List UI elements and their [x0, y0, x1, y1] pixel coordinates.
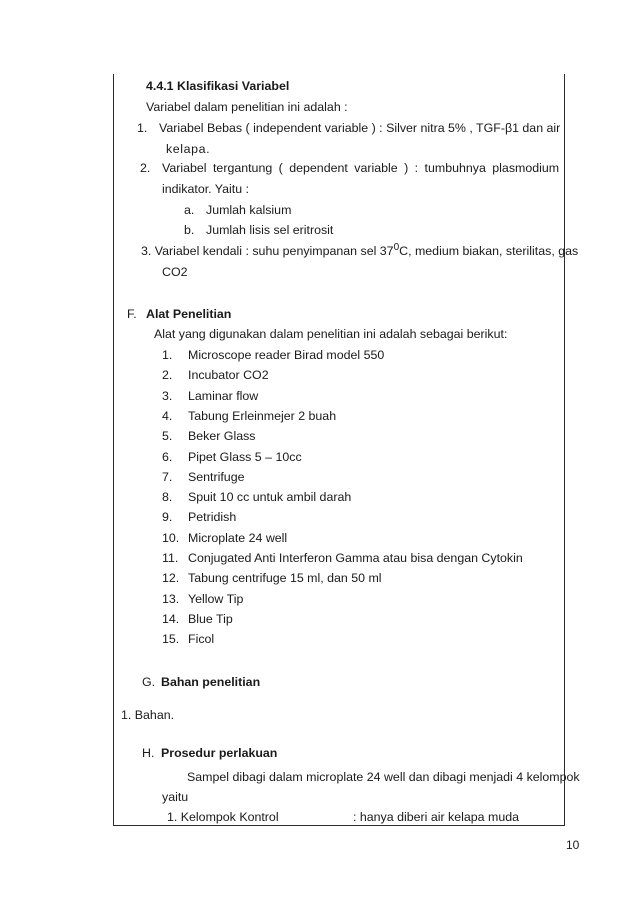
list-text: Beker Glass: [188, 429, 256, 444]
list-text: 3. Variabel kendali : suhu penyimpanan sel 37: [141, 244, 394, 258]
list-number: 13.: [162, 591, 180, 606]
procedure-paragraph: Sampel dibagi dalam microplate 24 well dan dibagi menjadi 4 kelompok: [187, 770, 580, 784]
tool-item: [162, 489, 351, 505]
list-number: 1.: [137, 121, 148, 135]
section-letter: H.: [142, 746, 155, 760]
section-heading-g: [142, 674, 260, 690]
list-text: Microscope reader Birad model 550: [188, 348, 385, 362]
tool-item: [162, 428, 255, 444]
list-text: Blue Tip: [188, 611, 233, 626]
list-number: 15.: [162, 632, 180, 647]
group-1-label: 1. Kelompok Kontrol: [167, 810, 279, 824]
section-letter: F.: [127, 307, 137, 321]
tool-item: [162, 611, 233, 627]
list-text: Petridish: [188, 510, 237, 525]
section-letter: G.: [142, 675, 156, 689]
list-text: Jumlah kalsium: [206, 203, 292, 217]
list-text: Tabung centrifuge 15 ml, dan 50 ml: [188, 571, 382, 586]
list-text-cont: C, medium biakan, sterilitas, gas: [399, 244, 579, 258]
list-text: Tabung Erleinmejer 2 buah: [188, 408, 337, 423]
tool-item: [162, 591, 243, 607]
list-number: 6.: [162, 449, 173, 464]
list-number: 2.: [140, 161, 151, 175]
list-letter: b.: [184, 223, 195, 237]
list-text: Laminar flow: [188, 388, 259, 403]
tool-item: [162, 408, 336, 424]
tool-item: [162, 509, 236, 525]
tool-item: [162, 367, 269, 383]
list-number: 3.: [162, 388, 173, 403]
tool-item: [162, 550, 523, 566]
variable-item-2-cont: indikator. Yaitu :: [162, 182, 250, 196]
section-heading-f: [127, 306, 231, 322]
variable-item-3: [141, 243, 578, 261]
procedure-paragraph-cont: yaitu: [162, 790, 189, 804]
list-number: 7.: [162, 469, 173, 484]
list-text: Incubator CO2: [188, 368, 269, 383]
list-number: 11.: [162, 551, 179, 565]
list-number: 2.: [162, 368, 173, 383]
list-number: 4.: [162, 408, 173, 423]
list-text: Microplate 24 well: [188, 530, 288, 545]
section-heading-441: 4.4.1 Klasifikasi Variabel: [146, 79, 290, 93]
material-item-1: 1. Bahan.: [121, 708, 175, 722]
list-text: Variabel Bebas ( independent variable ) : Silver nitra 5% , TGF-β1 dan air: [159, 121, 561, 135]
variable-item-2: [140, 160, 559, 176]
tool-item: [162, 631, 214, 647]
list-number: 9.: [162, 510, 173, 525]
list-text: Ficol: [188, 632, 215, 647]
section-heading-h: [142, 745, 277, 761]
group-1-desc: : hanya diberi air kelapa muda: [353, 810, 519, 824]
list-text: Jumlah lisis sel eritrosit: [206, 223, 334, 237]
tool-item: [162, 388, 258, 404]
section-title: Bahan penelitian: [161, 675, 261, 689]
tool-item: [162, 347, 384, 363]
list-text: Pipet Glass 5 – 10cc: [188, 449, 302, 464]
sub-item-a: [184, 202, 291, 218]
section-intro-f: Alat yang digunakan dalam penelitian ini adalah sebagai berikut:: [154, 327, 508, 341]
list-number: 10.: [162, 530, 180, 545]
tool-item: [162, 570, 382, 586]
sub-item-b: [184, 222, 333, 238]
list-text: Conjugated Anti Interferon Gamma atau bisa dengan Cytokin: [188, 551, 523, 565]
tool-item: [162, 449, 302, 465]
variable-item-1-cont: kelapa.: [166, 142, 211, 156]
tool-item: [162, 530, 287, 546]
page-number: 10: [566, 838, 580, 852]
section-intro-441: Variabel dalam penelitian ini adalah :: [146, 100, 348, 114]
section-title: Alat Penelitian: [146, 307, 232, 321]
section-title: Prosedur perlakuan: [161, 746, 278, 760]
list-number: 12.: [162, 571, 180, 586]
list-number: 5.: [162, 429, 173, 444]
list-number: 14.: [162, 611, 180, 626]
list-text: Variabel tergantung ( dependent variable ) : tumbuhnya plasmodium: [162, 161, 560, 175]
variable-item-1: [137, 120, 560, 136]
degree-superscript: 0: [393, 242, 400, 253]
list-letter: a.: [184, 203, 195, 217]
list-number: 1.: [162, 348, 173, 362]
list-text: Spuit 10 cc untuk ambil darah: [188, 490, 352, 505]
list-text: Sentrifuge: [188, 469, 245, 484]
tool-item: [162, 469, 244, 485]
list-number: 8.: [162, 490, 173, 505]
variable-item-3-cont: CO2: [162, 265, 188, 279]
list-text: Yellow Tip: [188, 591, 244, 606]
